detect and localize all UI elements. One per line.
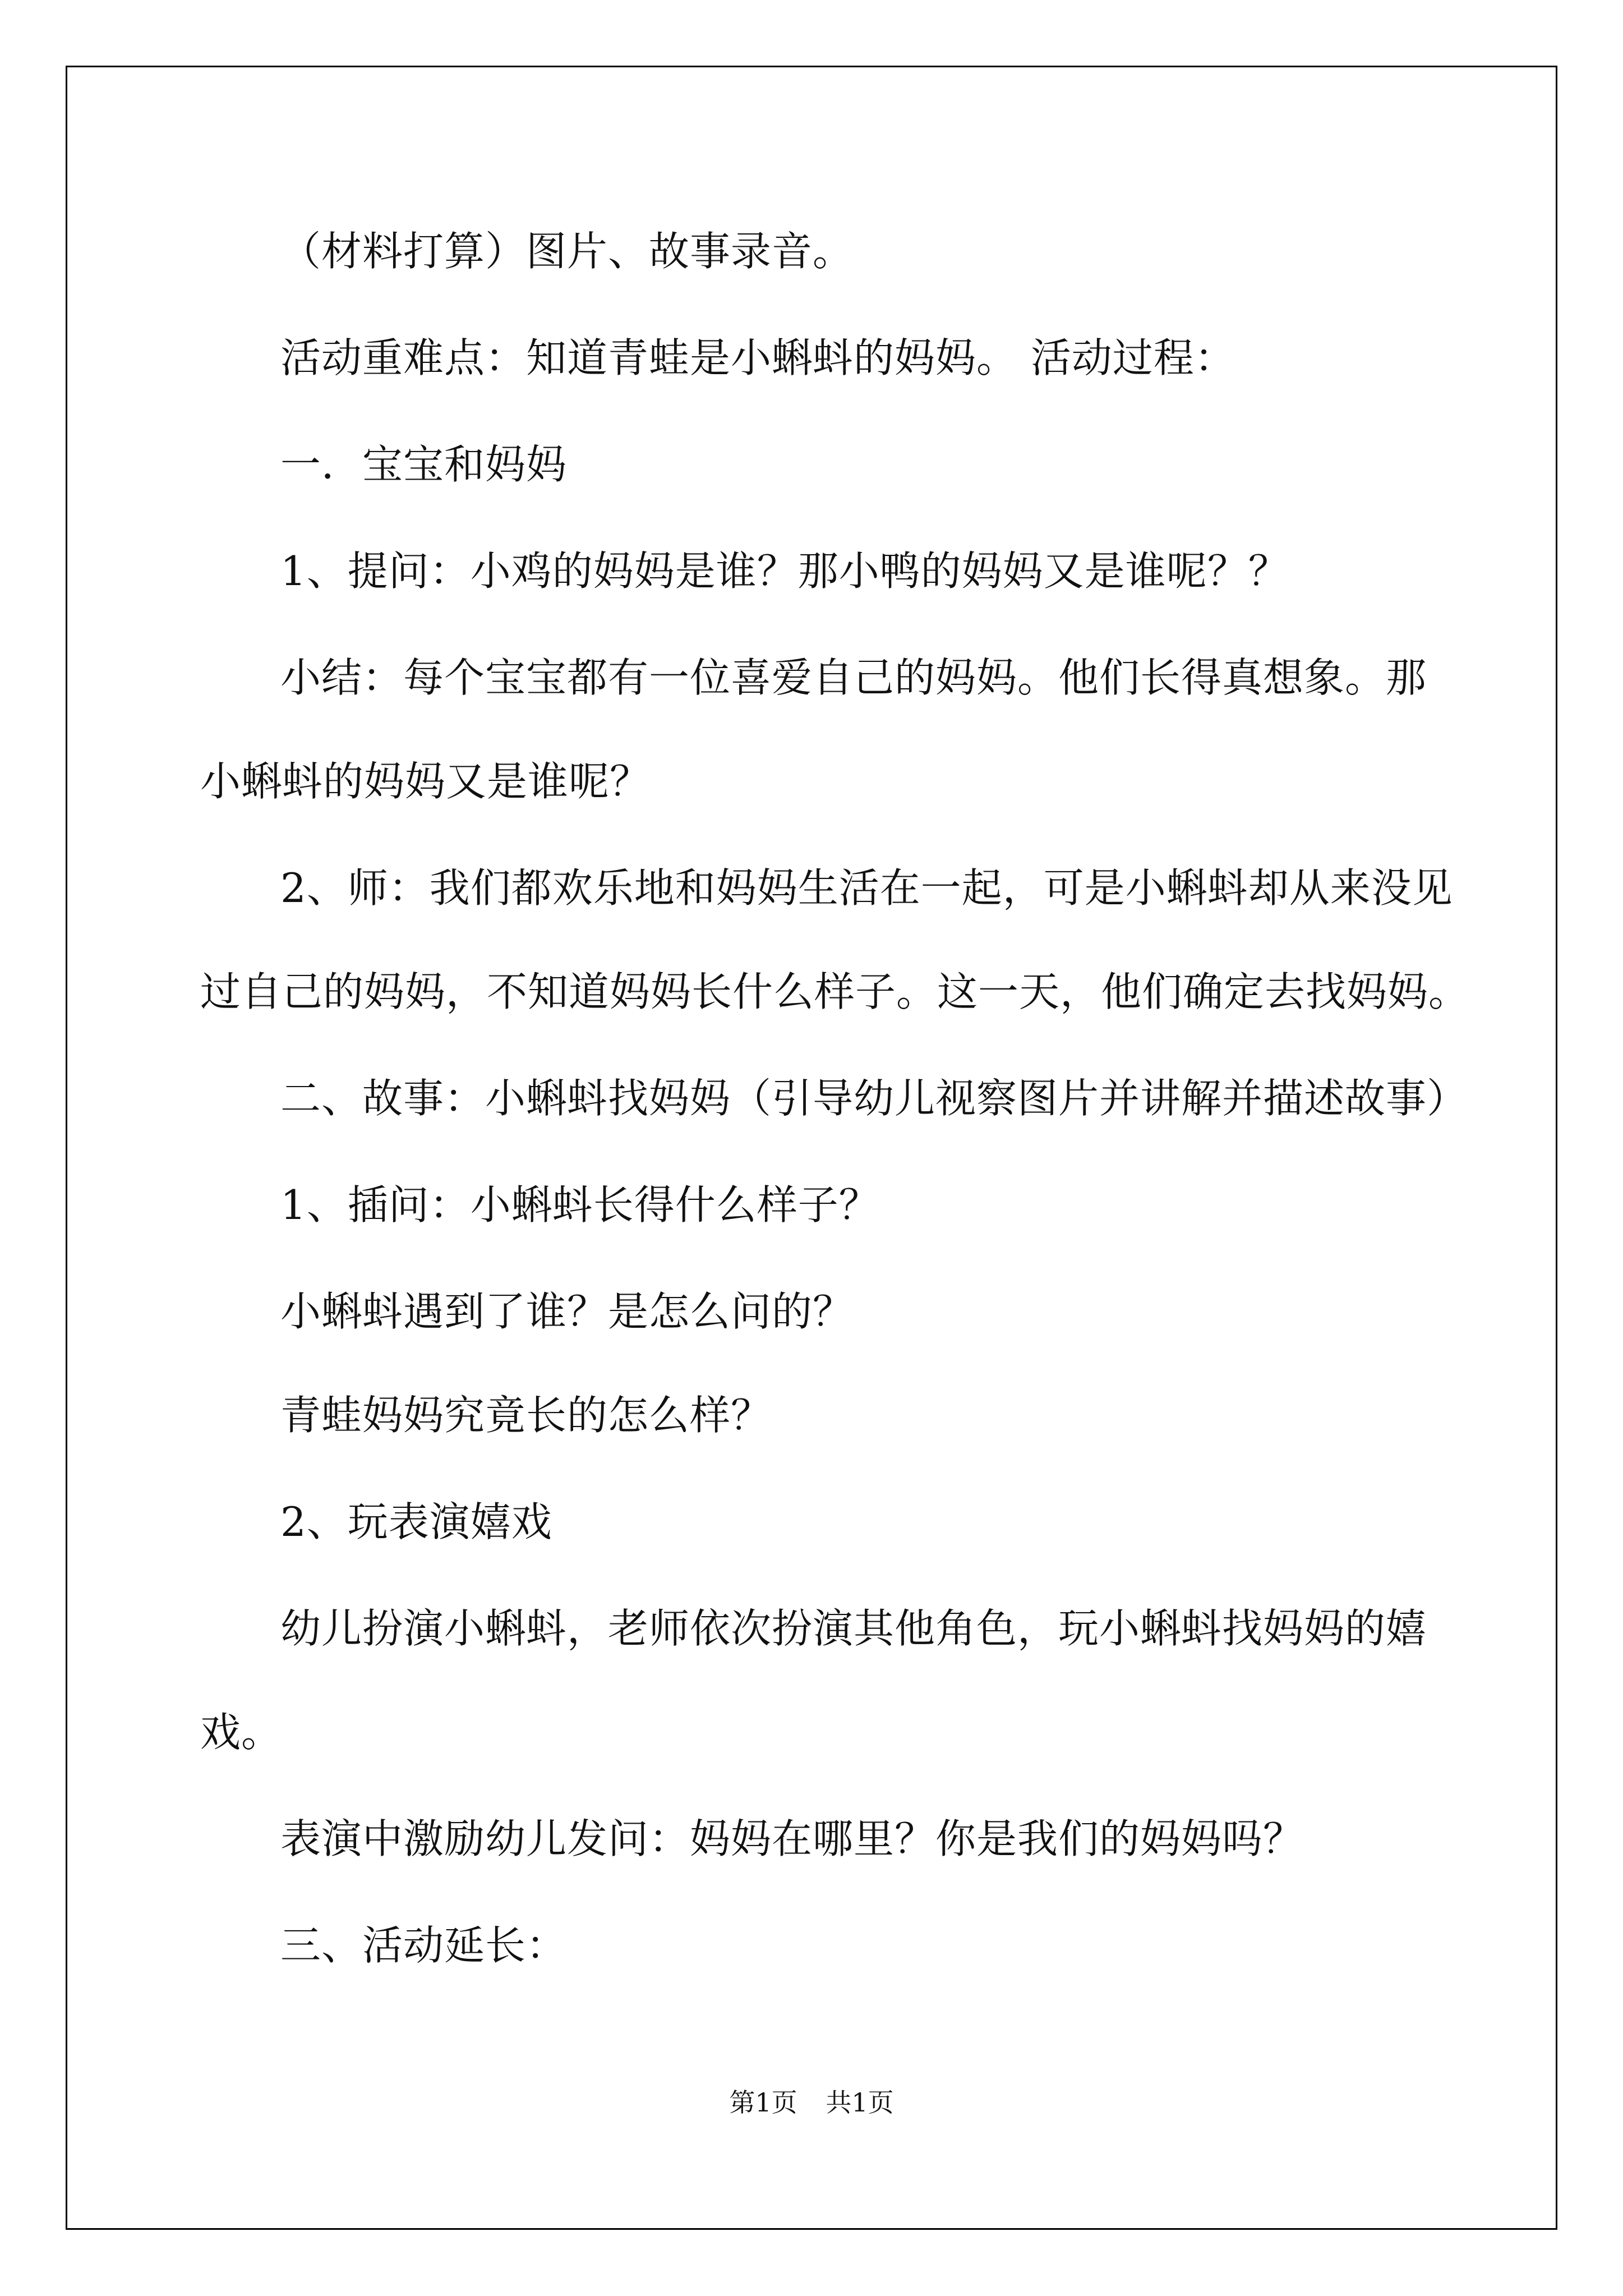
paragraph-question-one: 1、提问：小鸡的妈妈是谁？那小鸭的妈妈又是谁呢？？ xyxy=(280,547,1289,595)
paragraph-play-game: 2、玩表演嬉戏 xyxy=(280,1498,552,1545)
paragraph-materials: （材料打算）图片、故事录音。 xyxy=(280,228,854,275)
page-number: 第1页 xyxy=(729,2087,797,2118)
paragraph-summary-line-1: 小结：每个宝宝都有一位喜爱自己的妈妈。他们长得真想象。那 xyxy=(280,654,1427,701)
paragraph-teacher-line-2: 过自己的妈妈，不知道妈妈长什么样子。这一天，他们确定去找妈妈。 xyxy=(200,968,1470,1015)
paragraph-key-points: 活动重难点：知道青蛙是小蝌蚪的妈妈。 活动过程： xyxy=(280,334,1235,381)
paragraph-frog-mother: 青蛙妈妈究竟长的怎么样？ xyxy=(280,1392,772,1439)
paragraph-insert-question: 1、插问：小蝌蚪长得什么样子？ xyxy=(280,1181,880,1228)
paragraph-summary-line-2: 小蝌蚪的妈妈又是谁呢？ xyxy=(200,758,651,805)
page-footer xyxy=(0,2086,1623,2119)
paragraph-encourage-questions: 表演中激励幼儿发问：妈妈在哪里？你是我们的妈妈吗？ xyxy=(280,1815,1304,1862)
page-total: 共1页 xyxy=(826,2087,894,2118)
heading-section-two: 二、故事：小蝌蚪找妈妈（引导幼儿视察图片并讲解并描述故事） xyxy=(280,1075,1468,1122)
heading-section-three: 三、活动延长： xyxy=(280,1922,568,1969)
heading-section-one: 一．宝宝和妈妈 xyxy=(280,441,568,488)
paragraph-roleplay-line-2: 戏。 xyxy=(200,1709,283,1756)
paragraph-who-met: 小蝌蚪遇到了谁？是怎么问的？ xyxy=(280,1288,854,1335)
paragraph-roleplay-line-1: 幼儿扮演小蝌蚪，老师依次扮演其他角色，玩小蝌蚪找妈妈的嬉 xyxy=(280,1605,1427,1652)
paragraph-teacher-line-1: 2、师：我们都欢乐地和妈妈生活在一起，可是小蝌蚪却从来没见 xyxy=(280,864,1453,912)
